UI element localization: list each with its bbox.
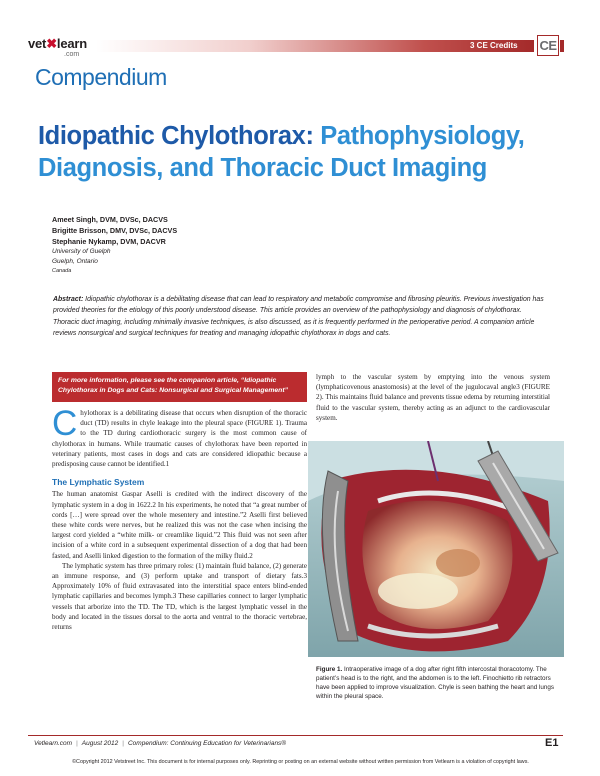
figure-label: Figure 1. bbox=[316, 666, 343, 673]
companion-article-box: For more information, please see the companion article, “Idiopathic Chylothorax in Dogs and Cats: Nonsurgical and Surgical Management” bbox=[52, 372, 307, 402]
logo-x-icon: ✖ bbox=[46, 36, 57, 51]
abstract-text: Idiopathic chylothorax is a debilitating disease that can lead to respiratory and metabolic compromise and fibrosing pleuritis. Previous investigation has provided theories for the etiology of this poorly understood disease. This article provides an overview of the pathophysiology and diagnosis of chylothorax. Thoracic duct imaging, including minimally invasive techniques, is also discussed, as it is frequently performed in the perioperative period. A companion article reviews nonsurgical and surgical techniques for treating and managing idiopathic chylothorax in dogs and cats. bbox=[53, 296, 544, 337]
ce-credit-bar bbox=[96, 40, 534, 52]
author-name: Ameet Singh, DVM, DVSc, DACVS bbox=[52, 215, 168, 224]
footer-rule bbox=[28, 735, 563, 736]
logo-vet: vet bbox=[28, 36, 47, 51]
body-paragraph: The lymphatic system has three primary roles: (1) maintain fluid balance, (2) generate an immune response, and (3) perform uptake and transport of dietary fats.3 Approximately 10% of fluid extravasated into the interstitial space enters blind-ended lymphatic capillaries and becomes lymph.3 These capillaries connect to larger lymphatic vessels that arborize into the TD. The TD, which is the largest lymphatic vessel in the body and located in the tissues dorsal to the aorta and ventral to the thoracic vertebrae, returns bbox=[52, 561, 307, 632]
body-paragraph: The human anatomist Gaspar Aselli is credited with the indirect discovery of the lymphatic system in a dog in 1622.2 In his experiments, he noted that “a great number of cords […] were spread over the whole mesentery and intestine.”2 Aselli first believed these white cords were nerves, but he realized this was not the case when incising the largest cord yielded a “white milk- or creamlike liquid.”2 This fluid was not seen after incision of a white cord in a subsequent experimental dissection of a dog that had been fasted, and Aselli linked digestion to the formation of the milky fluid.2 bbox=[52, 490, 307, 560]
article-title-part2: Pathophysiology, Diagnosis, and Thoracic Duct Imaging bbox=[38, 122, 525, 182]
footer-journal: Compendium: Continuing Education for Veterinarians® bbox=[127, 740, 287, 747]
figure-caption-text: Intraoperative image of a dog after right fifth intercostal thoracotomy. The patient’s head is to the right, and the abdomen is to the left. Finochietto rib retractors have been applied to improve visualization. Chyle is seen bathing the heart and lungs within the pleural space. bbox=[316, 666, 555, 700]
author-name: Brigitte Brisson, DMV, DVSc, DACVS bbox=[52, 226, 178, 235]
drop-cap: C bbox=[52, 404, 78, 443]
body-column-right bbox=[316, 372, 550, 423]
figure-1-caption bbox=[316, 665, 561, 701]
author-country: Canada bbox=[52, 268, 72, 274]
logo-dotcom: .com bbox=[64, 51, 80, 58]
page-number: E1 bbox=[545, 737, 559, 749]
abstract-label: Abstract: bbox=[53, 296, 84, 303]
journal-name: Compendium bbox=[35, 64, 167, 90]
author-name: Stephanie Nykamp, DVM, DACVR bbox=[52, 237, 166, 246]
section-heading: The Lymphatic System bbox=[52, 477, 145, 488]
ce-badge-bar bbox=[560, 40, 564, 52]
ce-badge: CE bbox=[537, 35, 559, 56]
body-column-left bbox=[52, 404, 307, 632]
author-location: Guelph, Ontario bbox=[52, 258, 98, 265]
article-title bbox=[38, 120, 578, 184]
ce-credits-label: 3 CE Credits bbox=[470, 41, 518, 50]
footer-site-link[interactable]: Vetlearn.com bbox=[34, 740, 73, 747]
footer: Vetlearn.com | August 2012 | Compendium: Continuing Education for Veterinarians® bbox=[34, 740, 287, 747]
author-affiliation: University of Guelph bbox=[52, 248, 111, 255]
thoracotomy-image bbox=[308, 441, 564, 657]
author-block bbox=[52, 214, 352, 276]
abstract bbox=[53, 294, 549, 339]
figure-1-photo bbox=[308, 441, 564, 657]
intro-paragraph bbox=[52, 404, 307, 469]
body-paragraph: lymph to the vascular system by emptying into the venous system (lymphaticovenous anastomosis) at the level of the jugulocaval angle3 (FIGURE 2). This maintains fluid balance and prevents tissue edema by returning interstitial fluid to the vascular system, thereby acting as an adjunct to the cardiovascular system. bbox=[316, 373, 550, 422]
copyright-notice: ©Copyright 2012 Vetstreet Inc. This document is for internal purposes only. Reprinting or posting on an external website without written permission from Vetlearn is a violation of copyright laws. bbox=[72, 759, 529, 765]
logo-learn: learn bbox=[56, 36, 87, 51]
footer-date: August 2012 bbox=[81, 740, 119, 747]
article-title-part1: Idiopathic Chylothorax: bbox=[38, 122, 321, 150]
intro-text: hylothorax is a debilitating disease that occurs when disruption of the thoracic duct (TD) results in chyle leakage into the pleural space (FIGURE 1). Trauma to the TD during cardiothoracic surgery is the most common cause of chylothorax in humans. While traumatic causes of chylothorax have been reported in veterinary patients, most cases in dogs and cats are considered idiopathic because a predisposing cause cannot be identified.1 bbox=[52, 409, 307, 469]
